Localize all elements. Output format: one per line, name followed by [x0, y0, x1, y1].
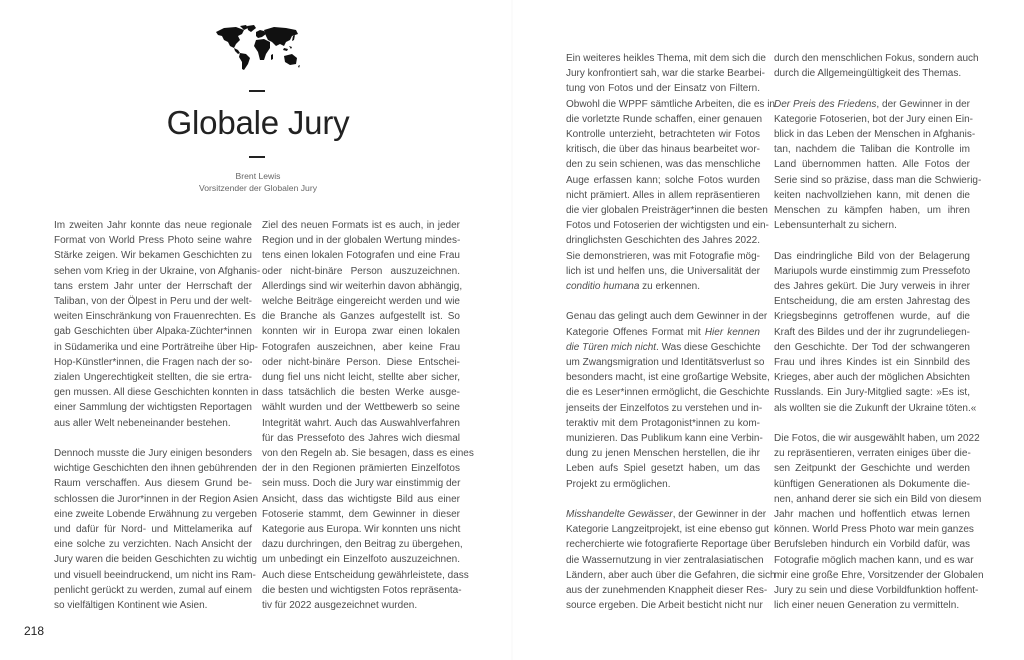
text-line: Ziel des neuen Formats ist es auch, in jeder [262, 220, 460, 231]
text-line: Stärke zeigen. Wir bekamen Geschichten zu [54, 250, 252, 262]
text-line: aus der zunehmenden Knappheit dieser Res- [566, 585, 768, 597]
text-line: Kraft des Bildes und der ihr zugrundeliegen- [774, 326, 970, 338]
text-line: dass tatsächlich die besten Werke ausge- [262, 387, 460, 399]
paragraph-gap [774, 416, 970, 431]
text-line: Serie sind so präzise, dass man die Schwierig- [774, 174, 982, 186]
text-line: die es Leser*innen ermöglicht, die Geschichte [566, 387, 770, 399]
text-line: Jury konfrontiert sah, war die starke Bearbei- [566, 68, 765, 80]
text-line: Berufsleben hindurch ein Vorbild dafür, was [774, 539, 970, 551]
text-line: von den Regeln ab. Sie besagen, dass es eines [262, 448, 474, 460]
text-line: Region und in der globalen Wertung mindes- [262, 235, 461, 247]
text-line: Das eindringliche Bild von der Belagerung [774, 250, 970, 262]
text-line: Krieges, aber auch der möglichen Absichten [774, 372, 970, 384]
text-line: so vielfältigen Kontinent wie Asien. [54, 600, 208, 612]
text-line: tens einen lokalen Fotografen und eine Frau [262, 250, 460, 262]
text-line: die besten und wichtigsten Fotos repräsenta- [262, 584, 462, 596]
text-line: Format von World Press Photo seine wahre [54, 235, 252, 247]
text-line: Fotoserie stammt, dem Gewinner in dieser [262, 508, 460, 520]
text-line: Fotos und Fotoserien der wichtigsten und ein- [566, 220, 769, 232]
text-line: künftigen Generationen als Dokumente die- [774, 478, 970, 490]
text-line: kritisch, die über das hinaus bearbeitet wor- [566, 144, 760, 156]
text-line: dringlichsten Geschichten des Jahres 2022. [566, 235, 761, 247]
paragraph-gap [774, 233, 970, 248]
text-line: tans erstem Jahr unter der Herrschaft der [54, 280, 252, 292]
text-line: durch den menschlichen Fokus, sondern auch [774, 53, 979, 64]
text-line: Die Fotos, die wir ausgewählt haben, um 2022 [774, 433, 980, 445]
text-line: weiten Einschränkung von Frauenrechten. Es [54, 311, 256, 323]
text-line: Fotografen auszeichnen, aber keine Frau [262, 341, 460, 353]
text-line: eine zweite Lobende Erwähnung zu vergeben [54, 508, 257, 520]
title-rule-top [249, 90, 265, 92]
text-line: blick in das Leben der Menschen in Afghanis- [774, 129, 976, 140]
byline [140, 170, 376, 194]
text-line: die Wassernutzung in vier zentralasiatischen [566, 554, 764, 566]
text-line: der in den Regionen prämierten Einzelfotos [262, 463, 460, 475]
text-line: recherchierte wie fotografierte Reportage über [566, 539, 771, 551]
text-line: Auge erfassen kann; solche Fotos wurden [566, 174, 760, 186]
text-line: Jahr machen und hoffentlich etwas lernen [774, 509, 970, 521]
text-line: Ansicht, dass das wichtigste Bild aus einer [262, 493, 460, 505]
text-line: oder nicht-binäre Person auszuzeichnen. [262, 265, 460, 277]
text-line: durch die Allgemeingültigkeit des Themas. [774, 68, 962, 80]
text-line: sehen vom Krieg in der Ukraine, von Afghanis- [54, 265, 261, 277]
text-line: Genau das gelingt auch dem Gewinner in der [566, 311, 768, 323]
text-column-2 [262, 218, 474, 613]
paragraph-gap [54, 431, 252, 446]
text-line: Misshandelte Gewässer, der Gewinner in der [566, 509, 767, 521]
text-line: Auch diese Entscheidung gewährleistete, dass [262, 569, 469, 581]
text-line: Russlands. Ein Jury-Mitglied sagte: »Es ist, [774, 387, 970, 399]
text-line: Kategorie Langzeitprojekt, ist eine ebenso gut [566, 524, 769, 536]
text-line: Leben aufs Spiel gesetzt haben, um das [566, 463, 760, 475]
text-line: tiv für 2022 ausgezeichnet wurden. [262, 600, 418, 612]
text-line: die vorletzte Runde schaffen, einer genauen [566, 113, 763, 125]
paragraph-gap [566, 492, 760, 507]
text-line: den Geschichte. Der Tod der schwangeren [774, 341, 970, 353]
text-line: sein muss. Doch die Jury war einstimmig der [262, 478, 461, 490]
text-line: Allerdings sind wir weiterhin davon abhängig, [262, 280, 463, 292]
text-line: gen mussen. All diese Geschichten konnten in [54, 387, 259, 399]
text-line: Hop-Künstler*innen, die Fragen nach der so- [54, 356, 253, 368]
world-map-icon [214, 24, 300, 72]
text-column-4 [774, 51, 984, 613]
text-line: besonders macht, ist eine großartige Website, [566, 372, 770, 384]
text-line: Integrität wahrt. Auch das Auswahlverfahren [262, 417, 460, 429]
text-line: dazu durchringen, den Beitrag zu übergehen, [262, 539, 463, 551]
text-line: konnten wir in Europa zwar einen lokalen [262, 326, 460, 338]
text-line: Raum verschaffen. Aus diesem Grund be- [54, 478, 252, 490]
text-line: nicht prämiert. Alles in allem repräsentieren [566, 189, 760, 201]
text-line: munizieren. Das Publikum kann eine Verbin- [566, 433, 763, 445]
text-line: zialen Ungerechtigkeit stellten, die sie ertra- [54, 372, 252, 384]
text-line: Obwohl die WPPF sämtliche Arbeiten, die es in [566, 98, 775, 110]
text-column-3 [566, 51, 776, 613]
text-line: oder nicht-binäre Person. Diese Entschei- [262, 356, 460, 368]
text-line: die Türen mich nicht. Was diese Geschichte [566, 341, 761, 353]
text-line: Kontrolle unterzieht, betrachteten wir Fotos [566, 129, 760, 141]
text-line: tung von Fotos und der Einsatz von Filtern. [566, 83, 760, 95]
page-gutter [511, 0, 513, 660]
text-line: eine solche zu verzichten. Nach Ansicht der [54, 539, 252, 551]
text-line: die vier globalen Preisträger*innen die besten [566, 205, 768, 217]
text-line: Ländern, aber auch über die Gefahren, die sich [566, 569, 776, 581]
text-line: des Jahres gekürt. Die Jury verweis in ihrer [774, 281, 970, 293]
author-role: Vorsitzender der Globalen Jury [199, 183, 317, 193]
text-line: Kategorie Offenes Format mit Hier kennen [566, 326, 760, 338]
text-line: Lebensunterhalt zu sichern. [774, 220, 897, 232]
text-line: mir eine große Ehre, Vorsitzender der Globalen [774, 569, 984, 581]
title-rule-bottom [249, 156, 265, 158]
text-line: sen Zeitpunkt der Geschichte und werden [774, 463, 970, 475]
text-line: und visuell beeindruckend, um nicht ins Ram- [54, 569, 256, 581]
text-line: Menschen zu kämpfen haben, um ihren [774, 205, 970, 217]
text-line: penlicht gerückt zu werden, zumal auf einem [54, 584, 252, 596]
text-line: die Branche als Ganzes aufgestellt ist. So [262, 311, 460, 323]
text-line: conditio humana zu erkennen. [566, 281, 700, 293]
text-line: für das Pressefoto des Jahres wich diesmal [262, 432, 460, 444]
text-line: Kategorie aus Europa. Wir konnten uns nicht [262, 524, 461, 536]
text-line: Dennoch musste die Jury einigen besonders [54, 448, 252, 460]
text-line: dung fiel uns nicht leicht, stellte aber sicher, [262, 372, 460, 384]
text-line: lich ist und helfen uns, die Universalität der [566, 265, 760, 277]
text-line: Land übernommen hatten. Alle Fotos der [774, 159, 970, 171]
text-line: Projekt zu ermöglichen. [566, 478, 671, 490]
text-line: keiten nachvollziehen kann, mit denen die [774, 189, 970, 201]
page-title: Globale Jury [166, 104, 350, 141]
text-line: um unbedingt ein Einzelfoto auszuzeichnen. [262, 554, 460, 566]
text-line: source ergeben. Die Arbeit besticht nicht nur [566, 600, 763, 612]
author-name: Brent Lewis [235, 171, 281, 181]
text-line: und dafür für Nord- und Mittelamerika auf [54, 524, 252, 536]
text-line: Ein weiteres heikles Thema, mit dem sich die [566, 53, 766, 64]
text-line: Jury zu sein und diese Vorbildfunktion hoffent- [774, 585, 979, 597]
text-line: dung zu jenen Menschen herstellen, die ihr [566, 448, 760, 460]
text-line: Fotografie möglich machen kann, und es war [774, 554, 974, 566]
text-line: Jury waren die beiden Geschichten zu wichtig [54, 554, 257, 566]
paragraph-gap [774, 81, 970, 96]
text-line: Der Preis des Friedens, der Gewinner in der [774, 98, 970, 110]
text-column-1 [54, 218, 261, 613]
text-line: teraktiv mit dem Protagonist*innen zu kom- [566, 417, 760, 429]
text-line: wählt wurden und der Wettbewerb so seine [262, 402, 460, 414]
text-line: um Zwangsmigration und Identitätsverlust so [566, 357, 765, 369]
text-line: Frau und ihres Kindes ist ein Sinnbild des [774, 357, 970, 369]
text-line: Kategorie Fotoserien, bot der Jury einen Ein- [774, 113, 973, 125]
text-line: einer Sammlung der wichtigsten Reportagen [54, 402, 252, 414]
text-line: Im zweiten Jahr konnte das neue regionale [54, 220, 252, 231]
text-line: Entscheidung, die am ersten Jahrestag des [774, 296, 970, 308]
text-line: wichtige Geschichten den ihnen gebührenden [54, 463, 257, 475]
text-line: Taliban, von der Ölpest in Peru und der welt- [54, 296, 252, 308]
text-line: zu repräsentieren, verraten einiges über die- [774, 448, 971, 460]
text-line: gab Geschichten über Alpaka-Züchter*innen [54, 326, 252, 338]
text-line: Mariupols wurde einstimmig zum Pressefoto [774, 265, 971, 277]
text-line: welche Beiträge eingereicht werden und wie [262, 296, 460, 308]
text-line: tan, nachdem die Taliban die Kontrolle im [774, 144, 970, 156]
page-number: 218 [24, 624, 45, 638]
text-line: den zu sein schienen, was das menschliche [566, 159, 761, 171]
paragraph-gap [566, 294, 760, 309]
text-line: als wollten sie die Zukunft der Ukraine töten.« [774, 402, 977, 414]
text-line: lich einer neuen Generation zu vermitteln. [774, 600, 960, 612]
text-line: Sie demonstrieren, was mit Fotografie mög- [566, 250, 760, 262]
text-line: schlossen die Juror*innen in der Region Asien [54, 493, 259, 505]
text-line: in Südamerika und eine Porträtreihe über Hip- [54, 341, 258, 353]
text-line: Kriegsbeginns getroffenen wurde, auf die [774, 311, 970, 323]
text-line: aus aller Welt nebeneinander bestehen. [54, 417, 231, 429]
text-line: nen, anhand derer sie sich ein Bild von diesem [774, 493, 982, 505]
text-line: können. World Press Photo war mein ganzes [774, 524, 974, 536]
text-line: jenseits der Einzelfotos zu verstehen und in- [566, 402, 763, 414]
